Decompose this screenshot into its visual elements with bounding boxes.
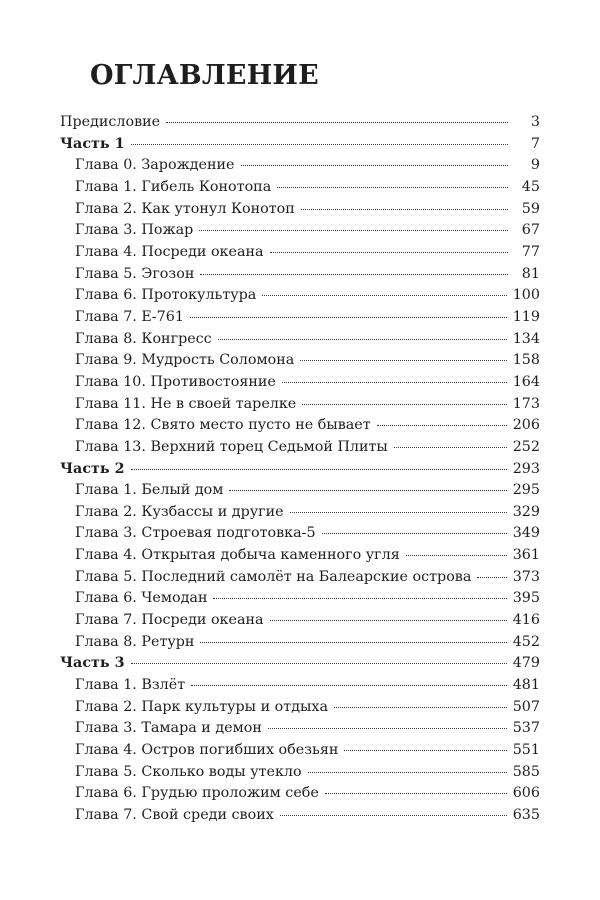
toc-chapter-row — [60, 610, 540, 632]
toc-part-row — [60, 653, 540, 675]
toc-chapter-row — [60, 242, 540, 264]
toc-entry-title: Глава 3. Пожар — [75, 222, 194, 239]
toc-chapter-row — [60, 588, 540, 610]
toc-entry-title: Глава 0. Зарождение — [75, 157, 235, 174]
toc-page-number: 119 — [512, 308, 540, 325]
toc-part-row — [60, 459, 540, 481]
toc-entry-title: Глава 4. Посреди океана — [75, 243, 264, 260]
toc-entry-title: Глава 10. Противостояние — [75, 373, 276, 390]
toc-entry-title: Глава 3. Тамара и демон — [75, 720, 262, 737]
toc-entry-title: Глава 9. Мудрость Соломона — [75, 352, 295, 369]
toc-page-number: 551 — [512, 742, 540, 759]
toc-chapter-row — [60, 675, 540, 697]
toc-chapter-row — [60, 762, 540, 784]
toc-entry-title: Глава 1. Взлёт — [75, 677, 186, 694]
toc-chapter-row — [60, 545, 540, 567]
dot-leader — [218, 339, 507, 340]
toc-page-number: 67 — [521, 222, 540, 239]
toc-chapter-row — [60, 285, 540, 307]
dot-leader — [280, 815, 507, 816]
toc-chapter-row — [60, 523, 540, 545]
toc-page-number: 77 — [521, 243, 540, 260]
toc-page-number: 206 — [512, 417, 540, 434]
toc-entry-title: Часть 2 — [60, 460, 125, 477]
toc-chapter-row — [60, 437, 540, 459]
dot-leader — [282, 382, 507, 383]
toc-entry-title: Глава 6. Чемодан — [75, 590, 208, 607]
dot-leader — [300, 360, 506, 361]
toc-entry-title: Глава 2. Как утонул Конотоп — [75, 200, 295, 217]
toc-page-number: 164 — [512, 373, 540, 390]
table-of-contents — [60, 112, 540, 827]
dot-leader — [241, 165, 509, 166]
toc-entry-title: Глава 4. Остров погибших обезьян — [75, 742, 339, 759]
toc-entry-title: Глава 3. Строевая подготовка-5 — [75, 525, 316, 542]
dot-leader — [131, 144, 508, 145]
toc-entry-title: Глава 1. Гибель Конотопа — [75, 178, 272, 195]
toc-page-number: 45 — [521, 178, 540, 195]
toc-part-row — [60, 134, 540, 156]
toc-page-number: 3 — [530, 114, 540, 130]
toc-entry-title: Глава 7. Е-761 — [75, 308, 184, 325]
toc-page-number: 7 — [530, 135, 540, 152]
toc-page-number: 173 — [512, 395, 540, 412]
toc-entry-title: Глава 6. Протокультура — [75, 287, 257, 304]
toc-chapter-row — [60, 177, 540, 199]
toc-page-number: 479 — [512, 655, 540, 672]
toc-entry-title: Глава 6. Грудью проложим себе — [75, 785, 319, 802]
toc-page-number: 158 — [512, 352, 540, 369]
dot-leader — [131, 663, 507, 664]
dot-leader — [406, 555, 507, 556]
dot-leader — [308, 772, 507, 773]
toc-page-number: 293 — [512, 460, 540, 477]
toc-chapter-row — [60, 718, 540, 740]
toc-chapter-row — [60, 307, 540, 329]
toc-page-number: 134 — [512, 330, 540, 347]
toc-chapter-row — [60, 155, 540, 177]
toc-chapter-row — [60, 783, 540, 805]
dot-leader — [229, 490, 506, 491]
toc-entry-title: Глава 8. Ретурн — [75, 633, 195, 650]
toc-entry-title: Глава 2. Кузбассы и другие — [75, 503, 284, 520]
toc-entry-row — [60, 112, 540, 134]
toc-page-number: 9 — [530, 157, 540, 174]
toc-entry-title: Глава 1. Белый дом — [75, 482, 224, 499]
toc-page-number: 452 — [512, 633, 540, 650]
toc-entry-title: Глава 8. Конгресс — [75, 330, 212, 347]
toc-chapter-row — [60, 220, 540, 242]
toc-chapter-row — [60, 480, 540, 502]
toc-page-number: 349 — [512, 525, 540, 542]
toc-page-number: 606 — [512, 785, 540, 802]
toc-chapter-row — [60, 805, 540, 827]
dot-leader — [322, 533, 507, 534]
toc-page-number: 329 — [512, 503, 540, 520]
dot-leader — [200, 274, 508, 275]
toc-page-number: 373 — [512, 568, 540, 585]
toc-chapter-row — [60, 372, 540, 394]
dot-leader — [377, 425, 507, 426]
toc-entry-title: Глава 5. Эгозон — [75, 265, 195, 282]
toc-chapter-row — [60, 394, 540, 416]
toc-chapter-row — [60, 567, 540, 589]
dot-leader — [191, 685, 507, 686]
dot-leader — [325, 793, 507, 794]
toc-entry-title: Часть 3 — [60, 655, 125, 672]
toc-page-number: 59 — [521, 200, 540, 217]
toc-page-number: 100 — [512, 287, 540, 304]
toc-page-number: 537 — [512, 720, 540, 737]
page-title: ОГЛАВЛЕНИЕ — [90, 60, 319, 91]
toc-entry-title: Глава 12. Свято место пусто не бывает — [75, 417, 371, 434]
toc-page-number: 295 — [512, 482, 540, 499]
toc-chapter-row — [60, 502, 540, 524]
dot-leader — [270, 252, 508, 253]
toc-entry-title: Глава 7. Посреди океана — [75, 612, 264, 629]
dot-leader — [334, 707, 507, 708]
toc-chapter-row — [60, 697, 540, 719]
toc-page-number: 252 — [512, 438, 540, 455]
toc-chapter-row — [60, 415, 540, 437]
dot-leader — [277, 187, 508, 188]
toc-chapter-row — [60, 329, 540, 351]
dot-leader — [394, 447, 507, 448]
toc-entry-title: Часть 1 — [60, 135, 125, 152]
dot-leader — [477, 577, 506, 578]
toc-entry-title: Глава 7. Свой среди своих — [75, 807, 274, 823]
dot-leader — [262, 295, 506, 296]
dot-leader — [213, 598, 506, 599]
toc-page-number: 81 — [521, 265, 540, 282]
dot-leader — [301, 209, 508, 210]
toc-page-number: 416 — [512, 612, 540, 629]
toc-chapter-row — [60, 199, 540, 221]
dot-leader — [344, 750, 506, 751]
toc-entry-title: Глава 4. Открытая добыча каменного угля — [75, 547, 400, 564]
toc-entry-title: Глава 5. Сколько воды утекло — [75, 763, 302, 780]
toc-page-number: 585 — [512, 763, 540, 780]
dot-leader — [200, 642, 506, 643]
toc-chapter-row — [60, 740, 540, 762]
dot-leader — [302, 404, 506, 405]
dot-leader — [270, 620, 507, 621]
toc-chapter-row — [60, 350, 540, 372]
toc-page-number: 361 — [512, 547, 540, 564]
dot-leader — [190, 317, 507, 318]
toc-entry-title: Глава 2. Парк культуры и отдыха — [75, 698, 328, 715]
toc-page-number: 635 — [512, 807, 540, 823]
dot-leader — [268, 728, 507, 729]
toc-page-number: 481 — [512, 677, 540, 694]
toc-page-number: 507 — [512, 698, 540, 715]
toc-entry-title: Глава 5. Последний самолёт на Балеарские острова — [75, 568, 472, 585]
toc-page-number: 395 — [512, 590, 540, 607]
toc-chapter-row — [60, 632, 540, 654]
toc-entry-title: Глава 13. Верхний торец Седьмой Плиты — [75, 438, 388, 455]
toc-entry-title: Предисловие — [60, 114, 161, 130]
dot-leader — [131, 469, 507, 470]
dot-leader — [290, 512, 507, 513]
dot-leader — [199, 230, 508, 231]
dot-leader — [166, 122, 508, 123]
toc-entry-title: Глава 11. Не в своей тарелке — [75, 395, 297, 412]
toc-chapter-row — [60, 264, 540, 286]
